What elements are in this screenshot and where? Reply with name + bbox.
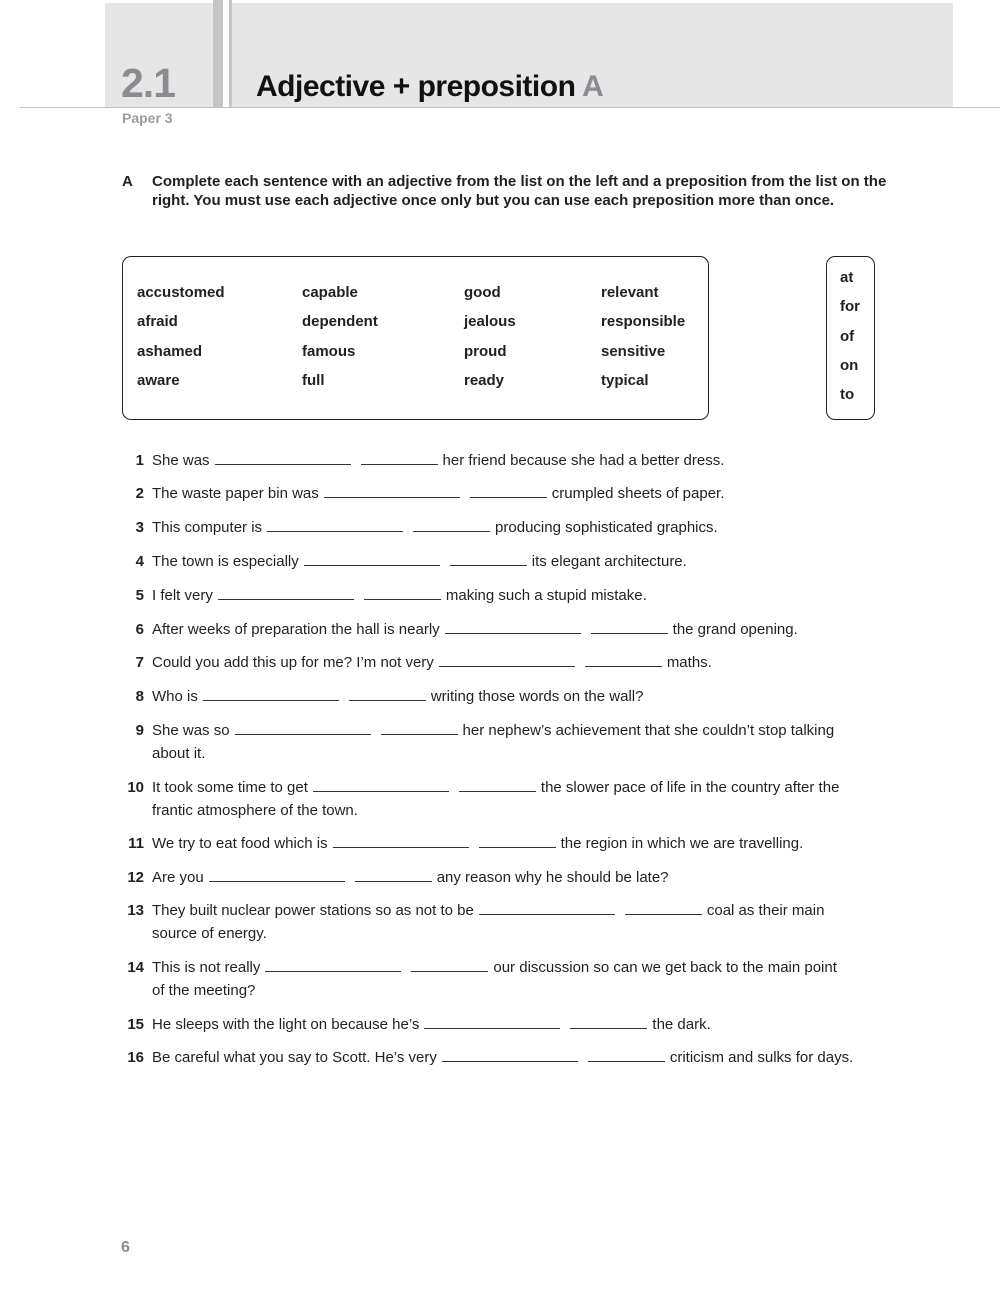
adjective-word: afraid	[137, 313, 178, 330]
question-number: 3	[135, 519, 144, 536]
preposition-blank[interactable]	[411, 959, 488, 972]
question-text-before: The town is especially	[152, 553, 299, 570]
question-text-after: the region in which we are travelling.	[560, 835, 804, 852]
question-text-after: criticism and sulks for days.	[669, 1049, 854, 1066]
question-text-after: its elegant architecture.	[531, 553, 687, 570]
question-text-after: making such a stupid mistake.	[445, 587, 647, 604]
adjective-word: good	[464, 284, 501, 301]
question-text-continued: about it.	[152, 745, 206, 762]
preposition-blank[interactable]	[459, 779, 536, 792]
page-number: 6	[121, 1239, 130, 1256]
page-title	[256, 70, 603, 104]
adjective-word: full	[302, 372, 325, 389]
question-text-continued: frantic atmosphere of the town.	[152, 802, 358, 819]
preposition-blank[interactable]	[361, 452, 438, 465]
adjective-word: dependent	[302, 313, 378, 330]
adjective-word: relevant	[601, 284, 659, 301]
preposition-word: to	[840, 386, 855, 403]
question-text-before: Could you add this up for me? I’m not very	[152, 654, 434, 671]
question-text-after: the grand opening.	[672, 621, 798, 638]
adjective-blank[interactable]	[333, 835, 469, 848]
adjective-blank[interactable]	[209, 869, 345, 882]
preposition-blank[interactable]	[479, 835, 556, 848]
question-number: 12	[127, 869, 144, 886]
question-text-before: This computer is	[152, 519, 263, 536]
question-text-after: coal as their main	[706, 902, 825, 919]
question-number: 5	[135, 587, 144, 604]
preposition-blank[interactable]	[625, 902, 702, 915]
question-text-before: We try to eat food which is	[152, 835, 328, 852]
question-text-after: writing those words on the wall?	[430, 688, 644, 705]
adjective-word: typical	[601, 372, 649, 389]
header-divider-bar	[213, 0, 223, 107]
question-number: 9	[135, 722, 144, 739]
preposition-blank[interactable]	[349, 688, 426, 701]
question-text-before: They built nuclear power stations so as not to be	[152, 902, 474, 919]
adjective-word: sensitive	[601, 343, 666, 360]
preposition-word: on	[840, 357, 859, 374]
page-title-text: Adjective + preposition	[256, 70, 576, 103]
adjective-blank[interactable]	[439, 654, 575, 667]
adjective-word: accustomed	[137, 284, 225, 301]
adjective-word: famous	[302, 343, 356, 360]
question-text-before: Are you	[152, 869, 204, 886]
question-number: 4	[135, 553, 144, 570]
question-text-after: her nephew’s achievement that she couldn’t stop talking	[462, 722, 835, 739]
question-text-before: It took some time to get	[152, 779, 308, 796]
question-text-continued: of the meeting?	[152, 982, 256, 999]
adjective-blank[interactable]	[324, 485, 460, 498]
adjective-blank[interactable]	[424, 1016, 560, 1029]
question-text-before: She was so	[152, 722, 230, 739]
question-text-after: her friend because she had a better dress.	[442, 452, 725, 469]
question-text-continued: source of energy.	[152, 925, 267, 942]
adjective-word: proud	[464, 343, 507, 360]
adjective-word: aware	[137, 372, 180, 389]
question-text-after: crumpled sheets of paper.	[551, 485, 725, 502]
question-text-before: I felt very	[152, 587, 213, 604]
adjective-list-box	[122, 256, 709, 420]
preposition-blank[interactable]	[413, 519, 490, 532]
preposition-blank[interactable]	[591, 621, 668, 634]
question-number: 7	[135, 654, 144, 671]
adjective-word: ready	[464, 372, 505, 389]
question-text-before: Be careful what you say to Scott. He’s very	[152, 1049, 437, 1066]
page-title-letter: A	[582, 70, 604, 103]
adjective-blank[interactable]	[235, 722, 371, 735]
adjective-blank[interactable]	[304, 553, 440, 566]
preposition-blank[interactable]	[381, 722, 458, 735]
question-text-after: the slower pace of life in the country after the	[540, 779, 840, 796]
question-number: 16	[127, 1049, 144, 1066]
question-number: 15	[127, 1016, 144, 1033]
question-text-after: our discussion so can we get back to the main point	[493, 959, 837, 976]
adjective-blank[interactable]	[267, 519, 403, 532]
question-text-after: any reason why he should be late?	[436, 869, 669, 886]
unit-number: 2.1	[121, 60, 175, 106]
question-number: 8	[135, 688, 144, 705]
question-text-after: maths.	[666, 654, 712, 671]
question-text-before: The waste paper bin was	[152, 485, 319, 502]
question-number: 13	[127, 902, 144, 919]
adjective-blank[interactable]	[203, 688, 339, 701]
adjective-blank[interactable]	[479, 902, 615, 915]
preposition-blank[interactable]	[570, 1016, 647, 1029]
adjective-blank[interactable]	[442, 1049, 578, 1062]
preposition-list-box	[826, 256, 875, 420]
preposition-word: at	[840, 269, 854, 286]
adjective-word: responsible	[601, 313, 686, 330]
preposition-word: for	[840, 298, 860, 315]
question-number: 11	[128, 835, 144, 852]
question-number: 6	[135, 621, 144, 638]
adjective-word: jealous	[464, 313, 516, 330]
preposition-blank[interactable]	[355, 869, 432, 882]
question-number: 14	[127, 959, 144, 976]
adjective-word: capable	[302, 284, 358, 301]
adjective-blank[interactable]	[215, 452, 351, 465]
instruction-text: Complete each sentence with an adjective from the list on the left and a preposition from the list on the right. You must use each adjective once only but you can use each preposition more than once.	[152, 173, 887, 209]
preposition-blank[interactable]	[450, 553, 527, 566]
question-text-after: the dark.	[652, 1016, 711, 1033]
question-text-before: She was	[152, 452, 210, 469]
question-number: 1	[135, 452, 144, 469]
preposition-blank[interactable]	[588, 1049, 665, 1062]
paper-label: Paper 3	[122, 110, 173, 126]
adjective-blank[interactable]	[265, 959, 401, 972]
adjective-blank[interactable]	[445, 621, 581, 634]
question-number: 10	[127, 779, 144, 796]
header-rule	[20, 107, 1000, 108]
preposition-blank[interactable]	[364, 587, 441, 600]
preposition-word: of	[840, 328, 855, 345]
instruction-label: A	[122, 173, 133, 190]
preposition-blank[interactable]	[470, 485, 547, 498]
question-number: 2	[135, 485, 144, 502]
adjective-blank[interactable]	[218, 587, 354, 600]
preposition-blank[interactable]	[585, 654, 662, 667]
question-text-after: producing sophisticated graphics.	[495, 519, 718, 536]
adjective-blank[interactable]	[313, 779, 449, 792]
adjective-word: ashamed	[137, 343, 203, 360]
question-text-before: He sleeps with the light on because he’s	[152, 1016, 420, 1033]
question-text-before: After weeks of preparation the hall is nearly	[152, 621, 440, 638]
question-text-before: This is not really	[152, 959, 261, 976]
question-text-before: Who is	[152, 688, 198, 705]
